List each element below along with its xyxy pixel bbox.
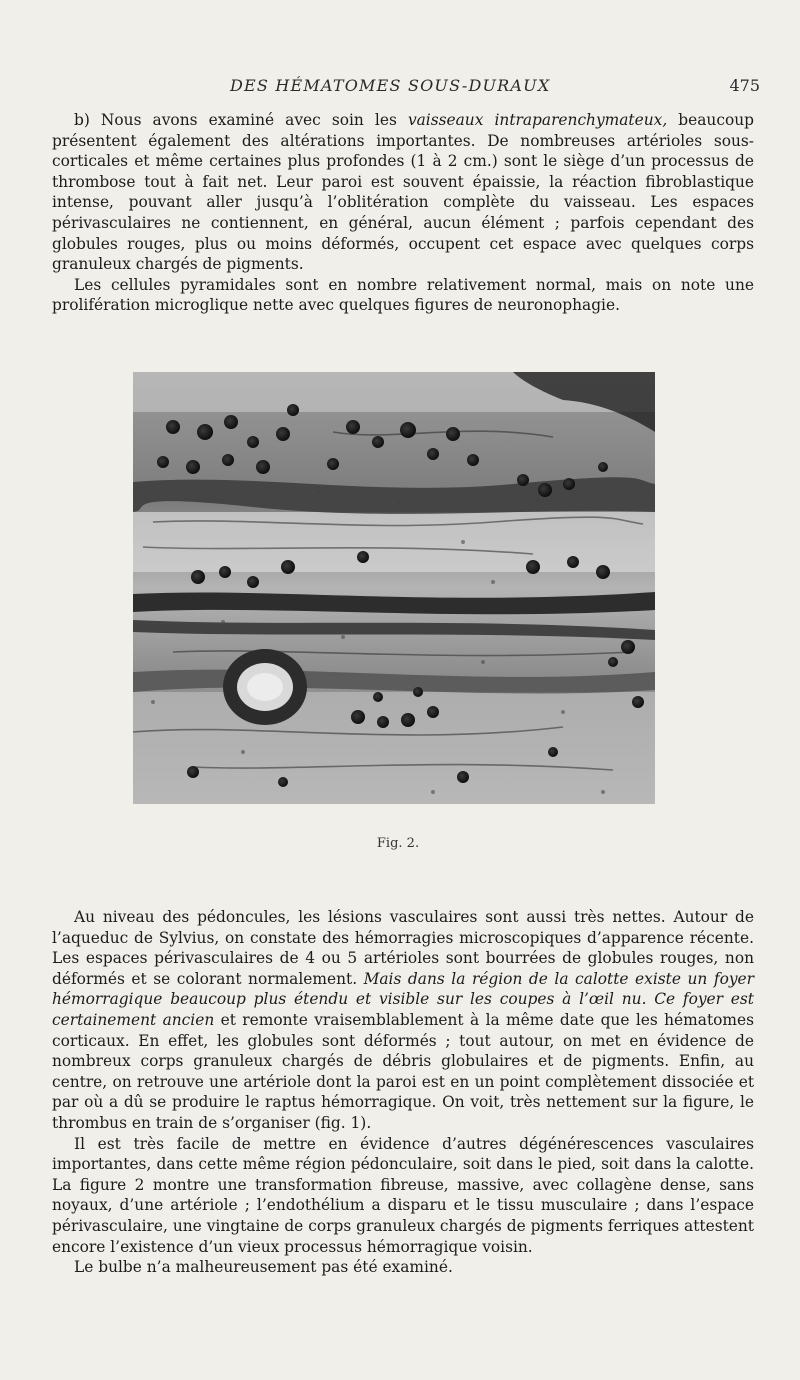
top-text-block [52,110,754,316]
micrograph-image [133,372,655,804]
figure-caption-text: Fig. 2. [376,836,420,851]
page-number: 475 [729,76,760,95]
page-header [0,76,800,98]
paragraph-text: Il est très facile de mettre en évidence d’autres dégénérescences vasculaires importantes, dans cette même région pédonculaire, soit dans le pied, soit dans la calotte. La figure 2 montre une transformation fibreuse, massive, avec collagène dense, sans noyaux, d’une artériole ; l’endothélium a disparu et le tissu musculaire ; dans l’espace périvasculaire, une vingtaine de corps granuleux chargés de pigments ferriques attestent encore l’existence d’un vieux processus hémorragique voisin. [52,1134,754,1256]
paragraph-italic-text: Mais dans la région de la calotte existe un foyer hémorragique beaucoup plus étendu et visible sur les coupes à l’œil nu. Ce foyer est certainement ancien [52,969,754,1029]
paragraph [52,110,754,275]
paragraph-text: Au niveau des pédoncules, les lésions vasculaires sont aussi très nettes. Autour de l’aqueduc de Sylvius, on constate des hémorragies microscopiques d’apparence récente. Les espaces périvasculaires de 4 ou 5 artérioles sont bourrées de globules rouges, non déformés et se colorant normalement. [52,908,754,988]
paragraph-text: Le bulbe n’a malheureusement pas été examiné. [74,1258,453,1277]
paragraph [52,1257,754,1278]
paragraph [52,1134,754,1258]
paragraph-text: beaucoup présentent également des altérations importantes. De nombreuses artérioles sous-corticales et même certaines plus profondes (1 à 2 cm.) sont le siège d’un processus de thrombose tout à fait net. Leur paroi est souvent épaissie, la réaction fibroblastique intense, pouvant aller jusqu’à l’oblitération complète du vaisseau. Les espaces périvasculaires ne contiennent, en général, aucun élément ; parfois cependant des globules rouges, plus ou moins déformés, occupent cet espace avec quelques corps granuleux chargés de pigments. [52,111,754,274]
bottom-text-block [52,907,754,1278]
paragraph-text: et remonte vraisemblablement à la même date que les hématomes corticaux. En effet, les globules sont déformés ; tout autour, on met en évidence de nombreux corps granuleux chargés de débris globulaires et de pigments. Enfin, au centre, on retrouve une artériole dont la paroi est en un point complètement dissociée et par où a dû se produire le raptus hémorragique. On voit, très nettement sur la figure, le thrombus en train de s’organiser (fig. 1). [52,1010,754,1132]
paragraph-text: Les cellules pyramidales sont en nombre relativement normal, mais on note une prolifération microglique nette avec quelques figures de neuronophagie. [52,275,754,315]
paragraph-italic-text: vaisseaux intraparenchymateux, [407,111,668,129]
figure-caption [0,836,800,851]
paragraph [52,907,754,1134]
micrograph-figure [133,372,655,804]
paragraph-text: b) Nous avons examiné avec soin les [74,111,408,129]
paragraph [52,275,754,316]
running-title: DES HÉMATOMES SOUS-DURAUX [230,76,551,95]
